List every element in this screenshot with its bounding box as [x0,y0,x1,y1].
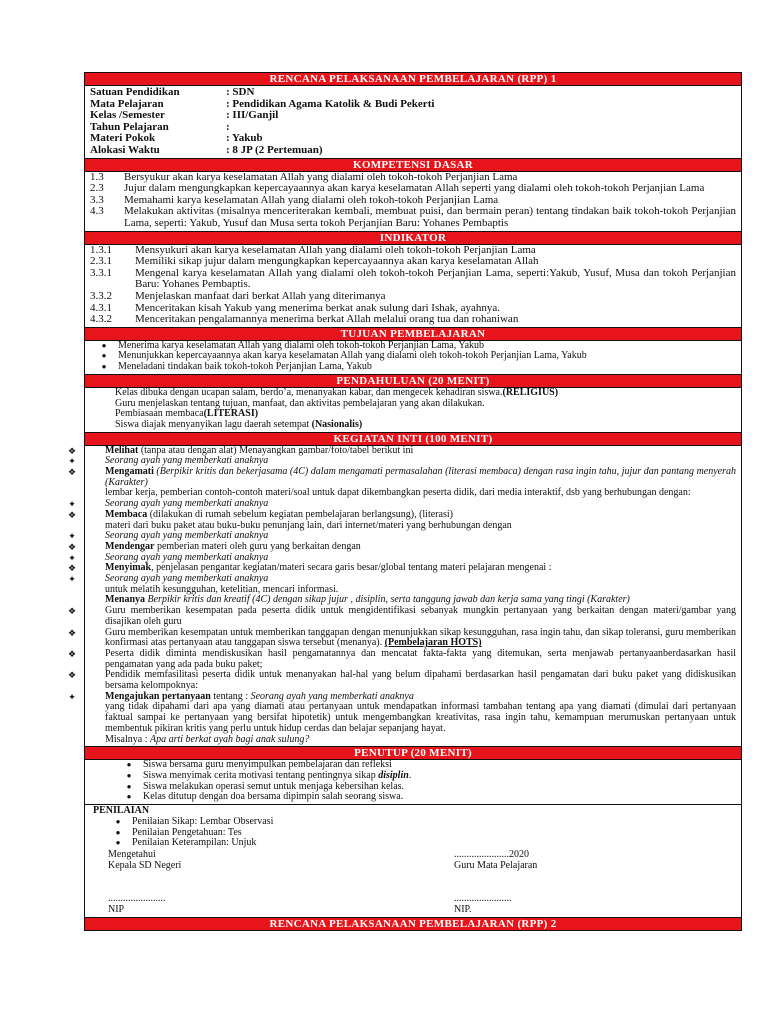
inti-song: ✦ Seorang ayah yang memberkati anaknya [105,499,736,510]
penutup-section [85,760,741,804]
bullet-icon: ● [126,760,132,770]
pendahuluan-line: Guru menjelaskan tentang tujuan, manfaat, dan aktivitas pembelajaran yang akan dilakukan. [115,397,485,409]
penilaian-item: ● Penilaian Pengetahuan: Tes [104,828,736,839]
bullet-icon: ● [101,340,107,350]
tujuan-item: ● Menunjukkan kepercayaannya akan karya keselamatan Allah yang dialami oleh tokoh-tokoh Perjanjian Lama, Yakub [90,351,736,362]
penutup-item: ● Kelas ditutup dengan doa bersama dipimpin salah seorang siswa. [115,792,736,803]
tujuan-item: ● Menerima karya keselamatan Allah yang dialami oleh tokoh-tokoh Perjanjian Lama, Yakub [90,341,736,352]
inti-melihat: ❖ Melihat (tanpa atau dengan alat) Menayangkan gambar/foto/tabel berikut ini [105,446,736,457]
penutup-item: ● Siswa menyimak cerita motivasi tentang pentingnya sikap disiplin. [115,771,736,782]
inti-song: ✦ Seorang ayah yang memberkati anaknya [105,531,736,542]
penilaian-item: ● Penilaian Keterampilan: Unjuk [104,838,736,849]
inti-song: ✦ Seorang ayah yang memberkati anaknya [105,553,736,564]
indikator-item: 2.3.1 Memiliki sikap jujur dalam mengungkapkan kepercayaannya akan karya keselamatan Allah [90,255,539,268]
penutup-item: ● Siswa bersama guru menyimpulkan pembelajaran dan refleksi [115,760,736,771]
rpp2-title-bar: RENCANA PELAKSANAAN PEMBELAJARAN (RPP) 2 [85,917,741,931]
inti-menyimak: ❖ Menyimak, penjelasan pengantar kegiatan/materi secara garis besar/global tentang materi pelajaran mengenai : [105,563,736,574]
kompetensi-item: 1.3 Bersyukur akan karya keselamatan Allah yang dialami oleh tokoh-tokoh Perjanjian Lama [90,170,518,183]
bullet-icon: ● [101,362,107,372]
tujuan-section [85,341,741,374]
identity-row: Satuan Pendidikan : SDN [90,86,255,98]
diamond-bullet-icon: ❖ [67,670,77,681]
diamond-bullet-icon: ❖ [67,606,77,617]
indikator-title-bar: INDIKATOR [85,231,741,245]
identity-row: Mata Pelajaran : Pendidikan Agama Katolik & Budi Pekerti [90,97,435,110]
penilaian-list [90,817,736,849]
rpp-title-bar: RENCANA PELAKSANAAN PEMBELAJARAN (RPP) 1 [85,72,741,86]
indikator-item: 4.3.2 Menceritakan pengalamannya menerima berkat Allah melalui orang tua dan rohaniwan [90,313,519,326]
diamond-bullet-icon: ❖ [67,563,77,574]
tujuan-title-bar: TUJUAN PEMBELAJARAN [85,327,741,341]
signature-row: Kepala SD Negeri Guru Mata Pelajaran [108,859,538,871]
penutup-item: ● Siswa melakukan operasi semut untuk menjaga kebersihan kelas. [115,782,736,793]
inti-p2: ❖ Guru memberikan kesempatan untuk memberikan tanggapan dengan menunjukkan sikap kesungguhan, rasa ingin tahu, dan sikap toleransi, guru memberikan konfirmasi atas pertanyaan atau tanggapan siswa tersebut (menanya). (Pembelajaran HOTS) [105,628,736,649]
bullet-icon: ● [101,351,107,361]
diamond-bullet-icon: ❖ [67,445,77,456]
bullet-icon: ● [126,771,132,780]
inti-membaca-text: materi dari buku paket atau buku-buku penunjang lain, dari internet/materi yang berhubungan dengan [105,519,512,531]
inti-mendengar: ❖ Mendengar pemberian materi oleh guru yang berkaitan dengan [105,542,736,553]
signature-row: Mengetahui ......................2020 [108,848,529,860]
inti-p4: ❖ Pendidik memfasilitasi peserta didik untuk menanyakan hal-hal yang belum dipahami berdasarkan hasil pengamatan dari buku paket yang didiskusikan bersama kelompoknya: [105,670,736,691]
star-bullet-icon: ✦ [68,499,76,510]
penilaian-item: ● Penilaian Sikap: Lembar Observasi [104,817,736,828]
inti-membaca: ❖ Membaca (dilakukan di rumah sebelum kegiatan pembelajaran berlangsung), (literasi) [105,510,736,521]
star-bullet-icon: ✦ [68,531,76,542]
kompetensi-item: 3.3 Memahami karya keselamatan Allah yang dialami oleh tokoh-tokoh Perjanjian Lama [90,193,499,206]
bullet-icon: ● [115,838,121,848]
kompetensi-item: 2.3 Jujur dalam mengungkapkan kepercayaannya akan karya keselamatan Allah seperti yang dialami oleh tokoh-tokoh Perjanjian Lama [90,182,705,195]
diamond-bullet-icon: ❖ [67,509,77,520]
penilaian-section [85,804,741,917]
indikator-item: 1.3.1 Mensyukuri akan karya keselamatan Allah yang dialami oleh tokoh-tokoh Perjanjian Lama [90,243,536,256]
kompetensi-title-bar: KOMPETENSI DASAR [85,158,741,172]
diamond-bullet-icon: ❖ [67,627,77,638]
pendahuluan-section [85,388,741,432]
indikator-item: 3.3.1 Mengenal karya keselamatan Allah yang dialami oleh tokoh-tokoh Perjanjian Lama, seperti:Yakub, Yusuf, Musa dan tokoh Perjanjian Baru: Yohanes Pembaptis. [90,266,736,291]
rpp-document [67,72,742,931]
inti-melatih: untuk melatih kesungguhan, ketelitian, mencari informasi. [105,583,339,595]
star-bullet-icon: ✦ [68,552,76,563]
diamond-bullet-icon: ❖ [67,541,77,552]
penilaian-title: PENILAIAN [93,805,150,817]
signature-row: NIP NIP. [108,904,472,916]
penutup-title-bar: PENUTUP (20 MENIT) [85,746,741,760]
signature-row: ....................... ....................... [108,893,512,905]
inti-menanya: Menanya Berpikir kritis dan kreatif (4C) dengan sikap jujur , disiplin, serta tanggung jawab dan kerja sama yang tingi (Karakter) [105,594,630,606]
indikator-item: 4.3.1 Menceritakan kisah Yakub yang menerima berkat anak sulung dari Ishak, ayahnya. [90,301,501,314]
inti-title-bar: KEGIATAN INTI (100 MENIT) [85,432,741,446]
inti-p6: yang tidak dipahami dari apa yang diamati atau pertanyaan untuk mendapatkan informasi tambahan tentang apa yang diamati (dimulai dari pertanyaan faktual sampai ke pertanyaan yang bersifat hipotetik) untuk mengembangkan kreativitas, rasa ingin tahu, kemampuan merumuskan pertanyaan untuk membentuk pikiran kritis yang perlu untuk hidup cerdas dan belajar sepanjang hayat. [105,701,736,734]
bullet-icon: ● [115,827,121,837]
pendahuluan-line: Pembiasaan membaca(LITERASI) [115,408,259,420]
inti-section [67,444,741,747]
pendahuluan-line: Siswa diajak menyanyikan lagu daerah setempat (Nasionalis) [115,418,363,430]
identity-row: Tahun Pelajaran : [90,120,230,133]
inti-mengamati: ❖ Mengamati (Berpikir kritis dan bekerjasama (4C) dalam mengamati permasalahan (literasi membaca) dengan rasa ingin tahu, jujur dan pantang menyerah (Karakter) [105,467,736,488]
inti-song: ✦ Seorang ayah yang memberkati anaknya [105,574,736,585]
indikator-section [85,245,741,327]
inti-p3: ❖ Peserta didik diminta mendiskusikan hasil pengamatannya dan mencatat fakta-fakta yang ditemukan, serta menjawab pertanyaanberdasarkan hasil pengamatan yang ada pada buku paket; [105,649,736,670]
indikator-item: 3.3.2 Menjelaskan manfaat dari berkat Allah yang diterimanya [90,289,386,302]
identity-row: Kelas /Semester : III/Ganjil [90,109,279,122]
bullet-icon: ● [126,781,132,791]
inti-p5: ✦ Mengajukan pertanyaan tentang : Seorang ayah yang memberkati anaknya [105,692,736,703]
kompetensi-section [85,172,741,231]
star-bullet-icon: ✦ [68,456,76,467]
identity-row: Materi Pokok : Yakub [90,132,263,145]
inti-song: ✦ Seorang ayah yang memberkati anaknya [105,456,736,467]
diamond-bullet-icon: ❖ [67,648,77,659]
pendahuluan-title-bar: PENDAHULUAN (20 MENIT) [85,374,741,388]
kompetensi-item: 4.3 Melakukan aktivitas (misalnya menceriterakan kembali, membuat puisi, dan bermain peran) tentang tindakan baik tokoh-tokoh Perjanjian Lama, seperti: Yakub, Yusuf dan Musa serta tokoh Perjanjian Baru: Yohanes Pembaptis [90,205,736,229]
inti-p1: ❖ Guru memberikan kesempatan pada peserta didik untuk mengidentifikasi sebanyak mungkin pertanyaan yang berkaitan dengan materi/gambar yang disajikan oleh guru [105,606,736,627]
inti-p7: Misalnya : Apa arti berkat ayah bagi anak sulung? [105,733,310,745]
identity-section [85,86,741,158]
tujuan-item: ● Meneladani tindakan baik tokoh-tokoh Perjanjian Lama, Yakub [90,362,736,373]
bullet-icon: ● [126,792,132,802]
diamond-bullet-icon: ❖ [67,467,77,478]
pendahuluan-line: Kelas dibuka dengan ucapan salam, berdo’a, menanyakan kabar, dan mengecek kehadiran siswa.(RELIGIUS) [115,386,559,398]
inti-mengamati-text: lembar kerja, pemberian contoh-contoh materi/soal untuk dapat dikembangkan peserta didik, dari media interaktif, dsb yang berhubungan dengan: [105,487,691,499]
bullet-icon: ● [115,816,121,826]
star-bullet-icon: ✦ [68,691,76,702]
star-bullet-icon: ✦ [68,574,76,585]
identity-row: Alokasi Waktu : 8 JP (2 Pertemuan) [90,143,323,156]
